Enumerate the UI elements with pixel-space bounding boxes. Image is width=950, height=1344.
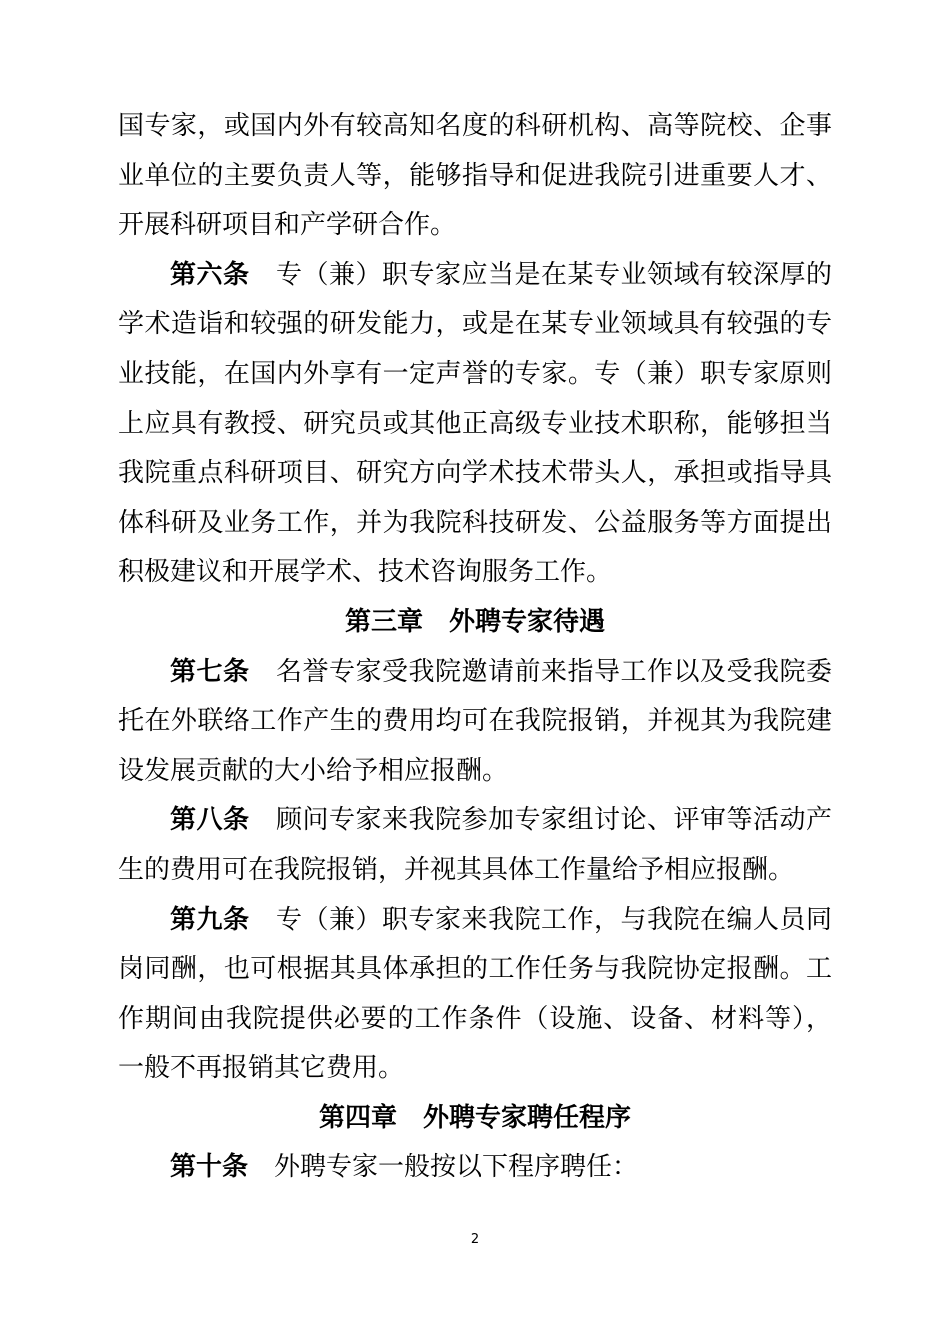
- chapter-3-heading: 第三章 外聘专家待遇: [344, 606, 605, 637]
- article-7-label: 第七条: [170, 656, 250, 687]
- article-8-label: 第八条: [170, 805, 250, 836]
- chapter-4-heading: 第四章 外聘专家聘任程序: [318, 1102, 631, 1133]
- article-9-text: 专（兼）职专家来我院工作，与我院在编人员同岗同酬，也可根据其具体承担的工作任务与我院协定报酬。工作期间由我院提供必要的工作条件（设施、设备、材料等），一般不再报销其它费用。: [118, 904, 832, 1084]
- article-8-text: 顾问专家来我院参加专家组讨论、评审等活动产生的费用可在我院报销，并视其具体工作量给予相应报酬。: [118, 805, 832, 885]
- article-10-text: 外聘专家一般按以下程序聘任：: [274, 1152, 639, 1183]
- article-7-text: 名誉专家受我院邀请前来指导工作以及受我院委托在外联络工作产生的费用均可在我院报销，并视其为我院建设发展贡献的大小给予相应报酬。: [118, 656, 832, 786]
- article-8: [118, 796, 832, 895]
- article-6: [118, 251, 832, 598]
- article-9: [118, 896, 832, 1094]
- article-9-label: 第九条: [170, 904, 250, 935]
- article-10-label: 第十条: [170, 1152, 249, 1183]
- document-body: [118, 102, 832, 1193]
- article-6-text: 专（兼）职专家应当是在某专业领域有较深厚的学术造诣和较强的研发能力，或是在某专业领域具有较强的专业技能，在国内外享有一定声誉的专家。专（兼）职专家原则上应具有教授、研究员或其他正高级专业技术职称，能够担当我院重点科研项目、研究方向学术技术带头人，承担或指导具体科研及业务工作，并为我院科技研发、公益服务等方面提出积极建议和开展学术、技术咨询服务工作。: [118, 259, 832, 588]
- article-7: [118, 648, 832, 797]
- article-6-label: 第六条: [170, 259, 250, 290]
- paragraph-continued: 国专家，或国内外有较高知名度的科研机构、高等院校、企事业单位的主要负责人等，能够指导和促进我院引进重要人才、开展科研项目和产学研合作。: [118, 111, 832, 241]
- article-10: [118, 1143, 832, 1193]
- page-number: 2: [470, 1232, 480, 1247]
